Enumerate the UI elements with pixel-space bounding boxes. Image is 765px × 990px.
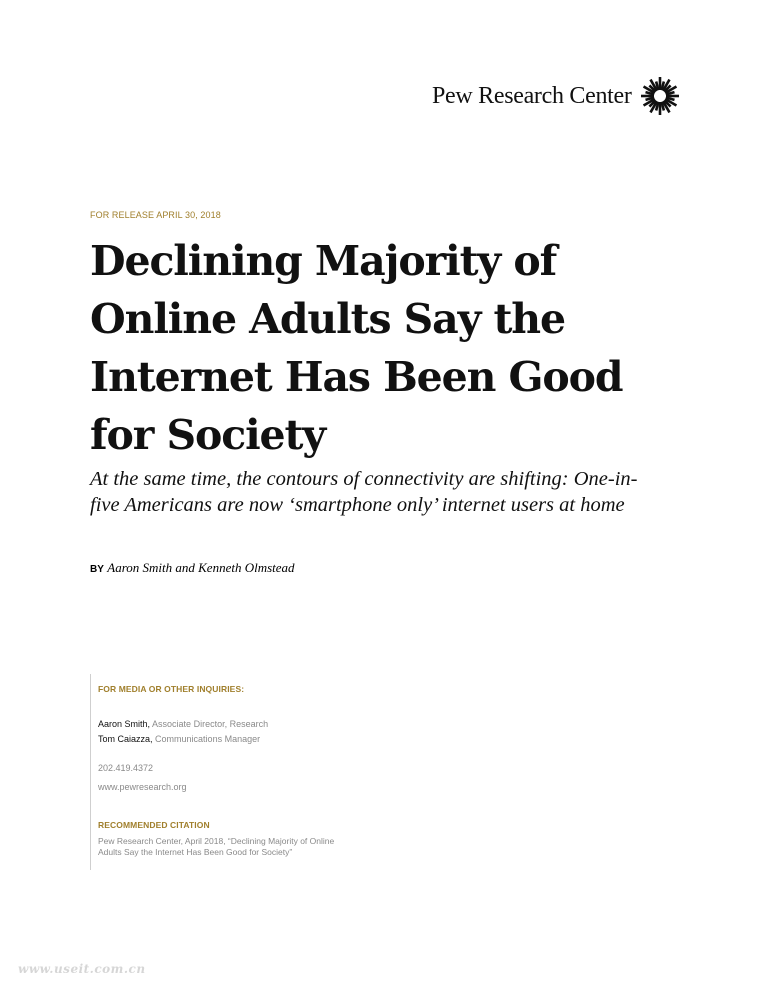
byline-authors: Aaron Smith and Kenneth Olmstead — [107, 560, 295, 575]
contact-phone: 202.419.4372 — [98, 763, 154, 773]
report-subtitle: At the same time, the contours of connectivity are shifting: One-in-five Americans are now ‘smartphone only’ internet users at home — [90, 468, 638, 516]
contact-name: Aaron Smith, — [98, 719, 151, 729]
report-title: Declining Majority of Online Adults Say the Internet Has Been Good for Society — [90, 237, 623, 459]
contact-name: Tom Caiazza, — [98, 734, 153, 744]
citation-heading: RECOMMENDED CITATION — [98, 820, 210, 830]
watermark: www.useit.com.cn — [18, 962, 146, 976]
brand-name: Pew Research Center — [432, 82, 632, 109]
release-date: FOR RELEASE APRIL 30, 2018 — [90, 210, 221, 220]
contact-person — [98, 734, 260, 744]
media-inquiries-heading: FOR MEDIA OR OTHER INQUIRIES: — [98, 684, 245, 694]
contact-role: Associate Director, Research — [152, 719, 269, 729]
byline-label: BY — [90, 564, 104, 575]
contact-person — [98, 719, 268, 729]
contact-role: Communications Manager — [155, 734, 261, 744]
citation-text: Pew Research Center, April 2018, “Declining Majority of Online Adults Say the Internet Has Been Good for Society” — [98, 836, 335, 857]
byline — [90, 560, 295, 576]
contact-panel — [90, 674, 411, 870]
website-link[interactable]: www.pewresearch.org — [98, 782, 187, 792]
page-header — [432, 74, 702, 118]
sunburst-logo-icon — [640, 76, 680, 116]
